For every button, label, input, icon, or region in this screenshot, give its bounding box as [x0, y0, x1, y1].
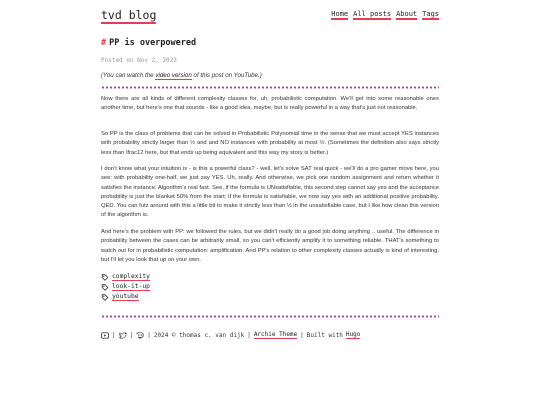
tag-item: [101, 272, 150, 282]
paragraph-4: And here's the problem with PP: we followed the rules, but we didn't really do a good job doing anything .. useful. The difference in probability between the cases can be arbitrarily small, so you can't efficiently amplify it to something reliable. THAT's something to watch out for in probabilistic computation: amplification. And PP's relation to other complexity classes actually is kind of interesting, but I'll let you look that up on your own.: [101, 229, 439, 263]
archie-theme-link[interactable]: Archie Theme: [253, 331, 298, 338]
paragraph-3: I don't know what your intuition is - is this a powerful class? - well, let's solve SAT real quick - we'll do a pro gamer move here, you see: with probability one-half, we just say YES. Uh, really. And otherwise, we pick one random assignment and return whether it satisfies the instance. Algorithm's real fast. See, if the formula is UNsatisfiable, this second step cannot say yes and the acceptance probability is just the blanket 50% from the start; if the formula is satisfiable, we now say yes with an additional positive probability. QED. You can futz around with this a little bit to make it strictly less than ½ in the unsatisfiable case, but I like how clean this version of the algorithm is.: [101, 166, 439, 219]
post-title: [101, 38, 196, 48]
hugo-link[interactable]: Hugo: [345, 331, 361, 338]
tag-item: [101, 282, 150, 292]
video-note: (You can watch the video version of this post on YouTube.): [101, 72, 262, 79]
paragraph-2: So PP is the class of problems that can be solved in Probabilistic Polynomial time in the sense that we must accept YES instances with probability strictly larger than ½ and and NO instances with probability at most ½. (Sometimes the definition also says strictly less than \frac12 here, but that ends up being equivalent and this way my story is better.): [101, 131, 439, 156]
site-footer: [101, 331, 360, 339]
nav-about-link[interactable]: About: [396, 10, 418, 18]
tag-look-it-up-link[interactable]: look-it-up: [112, 283, 150, 290]
footer-sep: |: [247, 331, 251, 339]
site-title-link[interactable]: tvd blog: [101, 8, 157, 22]
tag-complexity-link[interactable]: complexity: [112, 273, 150, 280]
tag-item: [101, 292, 150, 302]
nav-home-link[interactable]: Home: [331, 10, 349, 18]
tag-list: [101, 272, 150, 302]
nav-tags-link[interactable]: Tags: [422, 10, 439, 18]
built-with-text: Built with: [306, 331, 343, 339]
footer-sep: |: [300, 331, 304, 339]
nav-all-posts-link[interactable]: All posts: [353, 10, 392, 18]
footer-sep: |: [129, 331, 134, 339]
main-nav: [331, 10, 439, 20]
youtube-icon[interactable]: [101, 332, 109, 339]
footer-sep: |: [147, 331, 151, 339]
dotted-divider-top: [101, 86, 439, 89]
tag-icon: [101, 284, 109, 291]
title-hash: #: [101, 38, 107, 48]
copyright-text: 2024 © thomas c. van dijk: [153, 331, 245, 339]
tag-youtube-link[interactable]: youtube: [112, 293, 139, 300]
dotted-divider-bottom: [101, 315, 439, 318]
twitter-icon[interactable]: [119, 332, 127, 339]
tag-icon: [101, 274, 109, 281]
post-date: Posted on Nov 2, 2023: [101, 57, 177, 64]
tag-icon: [101, 294, 109, 301]
post-title-text: PP is overpowered: [109, 38, 197, 48]
mastodon-icon[interactable]: [136, 332, 144, 339]
paragraph-1: Now there are all kinds of different complexity classes for, uh, probabilistic computation. We'll get into some reasonable ones another time, but here's one that sounds - like a good idea, maybe, but is really powerful in a way that's just not reasonable.: [101, 96, 439, 112]
footer-sep: |: [112, 331, 116, 339]
video-version-link[interactable]: video version: [155, 72, 192, 79]
